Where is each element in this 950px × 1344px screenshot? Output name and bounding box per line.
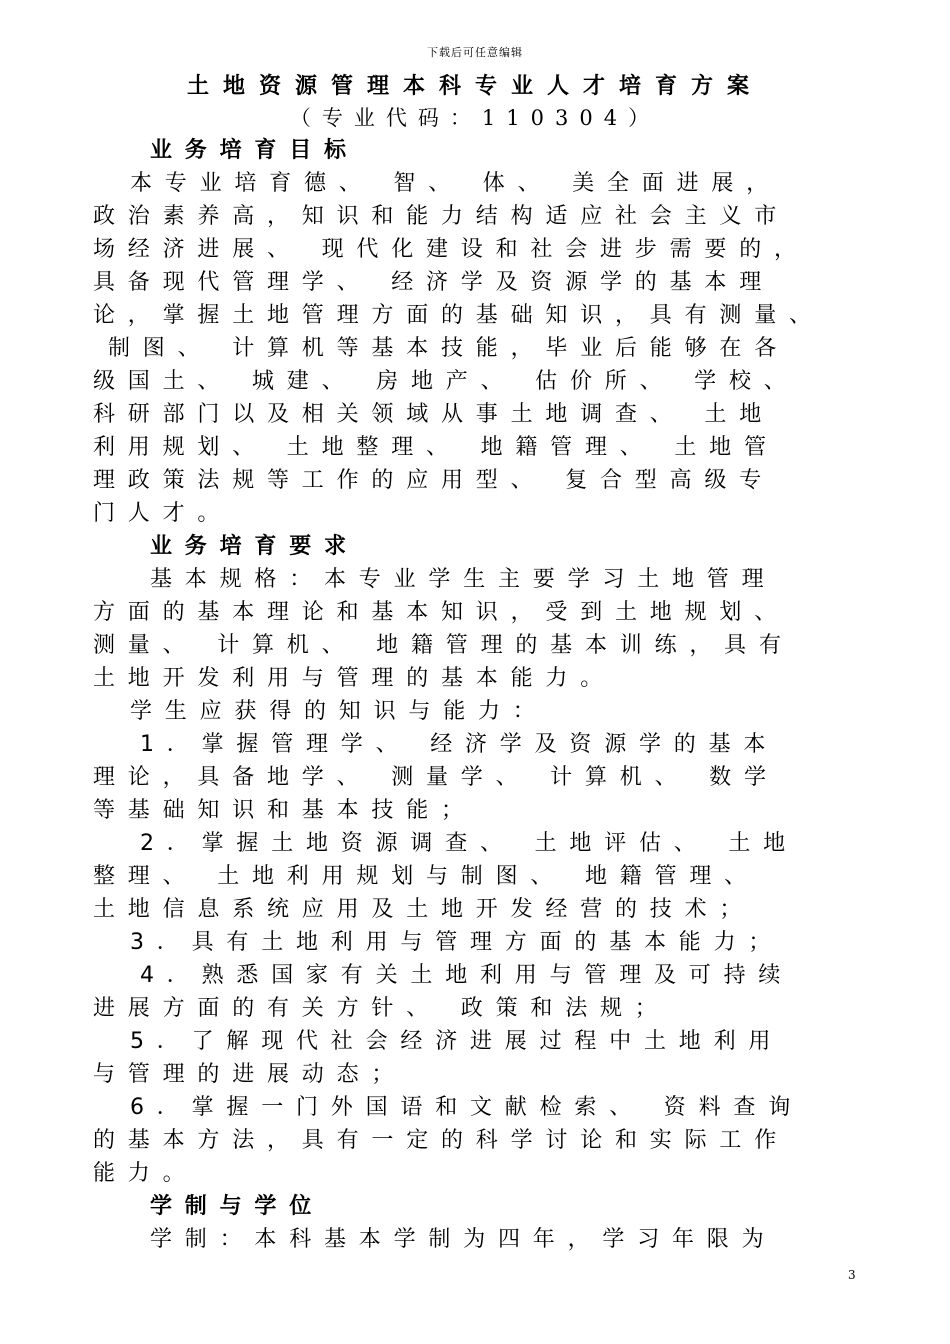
paragraph-line: 测量、 计算机、 地籍管理的基本训练，具有 <box>93 633 794 658</box>
paragraph-line: 土地信息系统应用及土地开发经营的技术； <box>93 897 755 922</box>
paragraph-line: 级国土、 城建、 房地产、 估价所、 学校、 <box>93 369 799 394</box>
paragraph-line: 基本规格：本专业学生主要学习土地管理 <box>150 567 777 592</box>
list-item: 2．掌握土地资源调查、 土地评估、 土地 <box>140 831 798 856</box>
paragraph-line: 学生应获得的知识与能力： <box>130 699 548 724</box>
paragraph-line: 制图、 计算机等基本技能，毕业后能够在各 <box>108 336 789 361</box>
paragraph-line: 土地开发利用与管理的基本能力。 <box>93 666 616 691</box>
paragraph-line: 理论，具备地学、 测量学、 计算机、 数学 <box>93 765 779 790</box>
paragraph-line: 政治素养高，知识和能力结构适应社会主义市 <box>93 204 790 229</box>
paragraph-line: 学制：本科基本学制为四年，学习年限为 <box>150 1227 777 1252</box>
list-item: 3．具有土地利用与管理方面的基本能力； <box>130 930 784 955</box>
list-item: 6．掌握一门外国语和文献检索、 资料查询 <box>130 1095 803 1120</box>
section-heading-goals: 业务培育目标 <box>150 138 359 163</box>
document-subtitle: （专业代码：110304） <box>289 106 661 130</box>
paragraph-line: 能力。 <box>93 1161 198 1186</box>
paragraph-line: 的基本方法，具有一定的科学讨论和实际工作 <box>93 1128 790 1153</box>
paragraph-line: 整理、 土地利用规划与制图、 地籍管理、 <box>93 864 759 889</box>
paragraph-line: 等基础知识和基本技能； <box>93 798 476 823</box>
paragraph-line: 科研部门以及相关领域从事土地调查、 土地 <box>93 402 774 427</box>
section-heading-duration: 学制与学位 <box>150 1194 325 1219</box>
page-header-note: 下载后可任意编辑 <box>427 46 523 59</box>
document-title: 土地资源管理本科专业人才培育方案 <box>186 74 763 99</box>
list-item: 4．熟悉国家有关土地利用与管理及可持续 <box>140 963 794 988</box>
list-item: 5．了解现代社会经济进展过程中土地利用 <box>130 1029 784 1054</box>
paragraph-line: 与管理的进展动态； <box>93 1062 407 1087</box>
paragraph-line: 场经济进展、 现代化建设和社会进步需要的， <box>93 237 809 262</box>
paragraph-line: 论，掌握土地管理方面的基础知识，具有测量、 <box>93 303 824 328</box>
list-item: 1．掌握管理学、 经济学及资源学的基本 <box>140 732 779 757</box>
paragraph-line: 方面的基本理论和基本知识，受到土地规划、 <box>93 600 790 625</box>
paragraph-line: 理政策法规等工作的应用型、 复合型高级专 <box>93 468 774 493</box>
page-number: 3 <box>848 1268 856 1282</box>
paragraph-line: 进展方面的有关方针、 政策和法规； <box>93 996 670 1021</box>
paragraph-line: 利用规划、 土地整理、 地籍管理、 土地管 <box>93 435 779 460</box>
paragraph-line: 具备现代管理学、 经济学及资源学的基本理 <box>93 270 774 295</box>
paragraph-line: 本专业培育德、 智、 体、 美全面进展， <box>130 171 781 196</box>
paragraph-line: 门人才。 <box>93 501 233 526</box>
section-heading-requirements: 业务培育要求 <box>150 534 359 559</box>
